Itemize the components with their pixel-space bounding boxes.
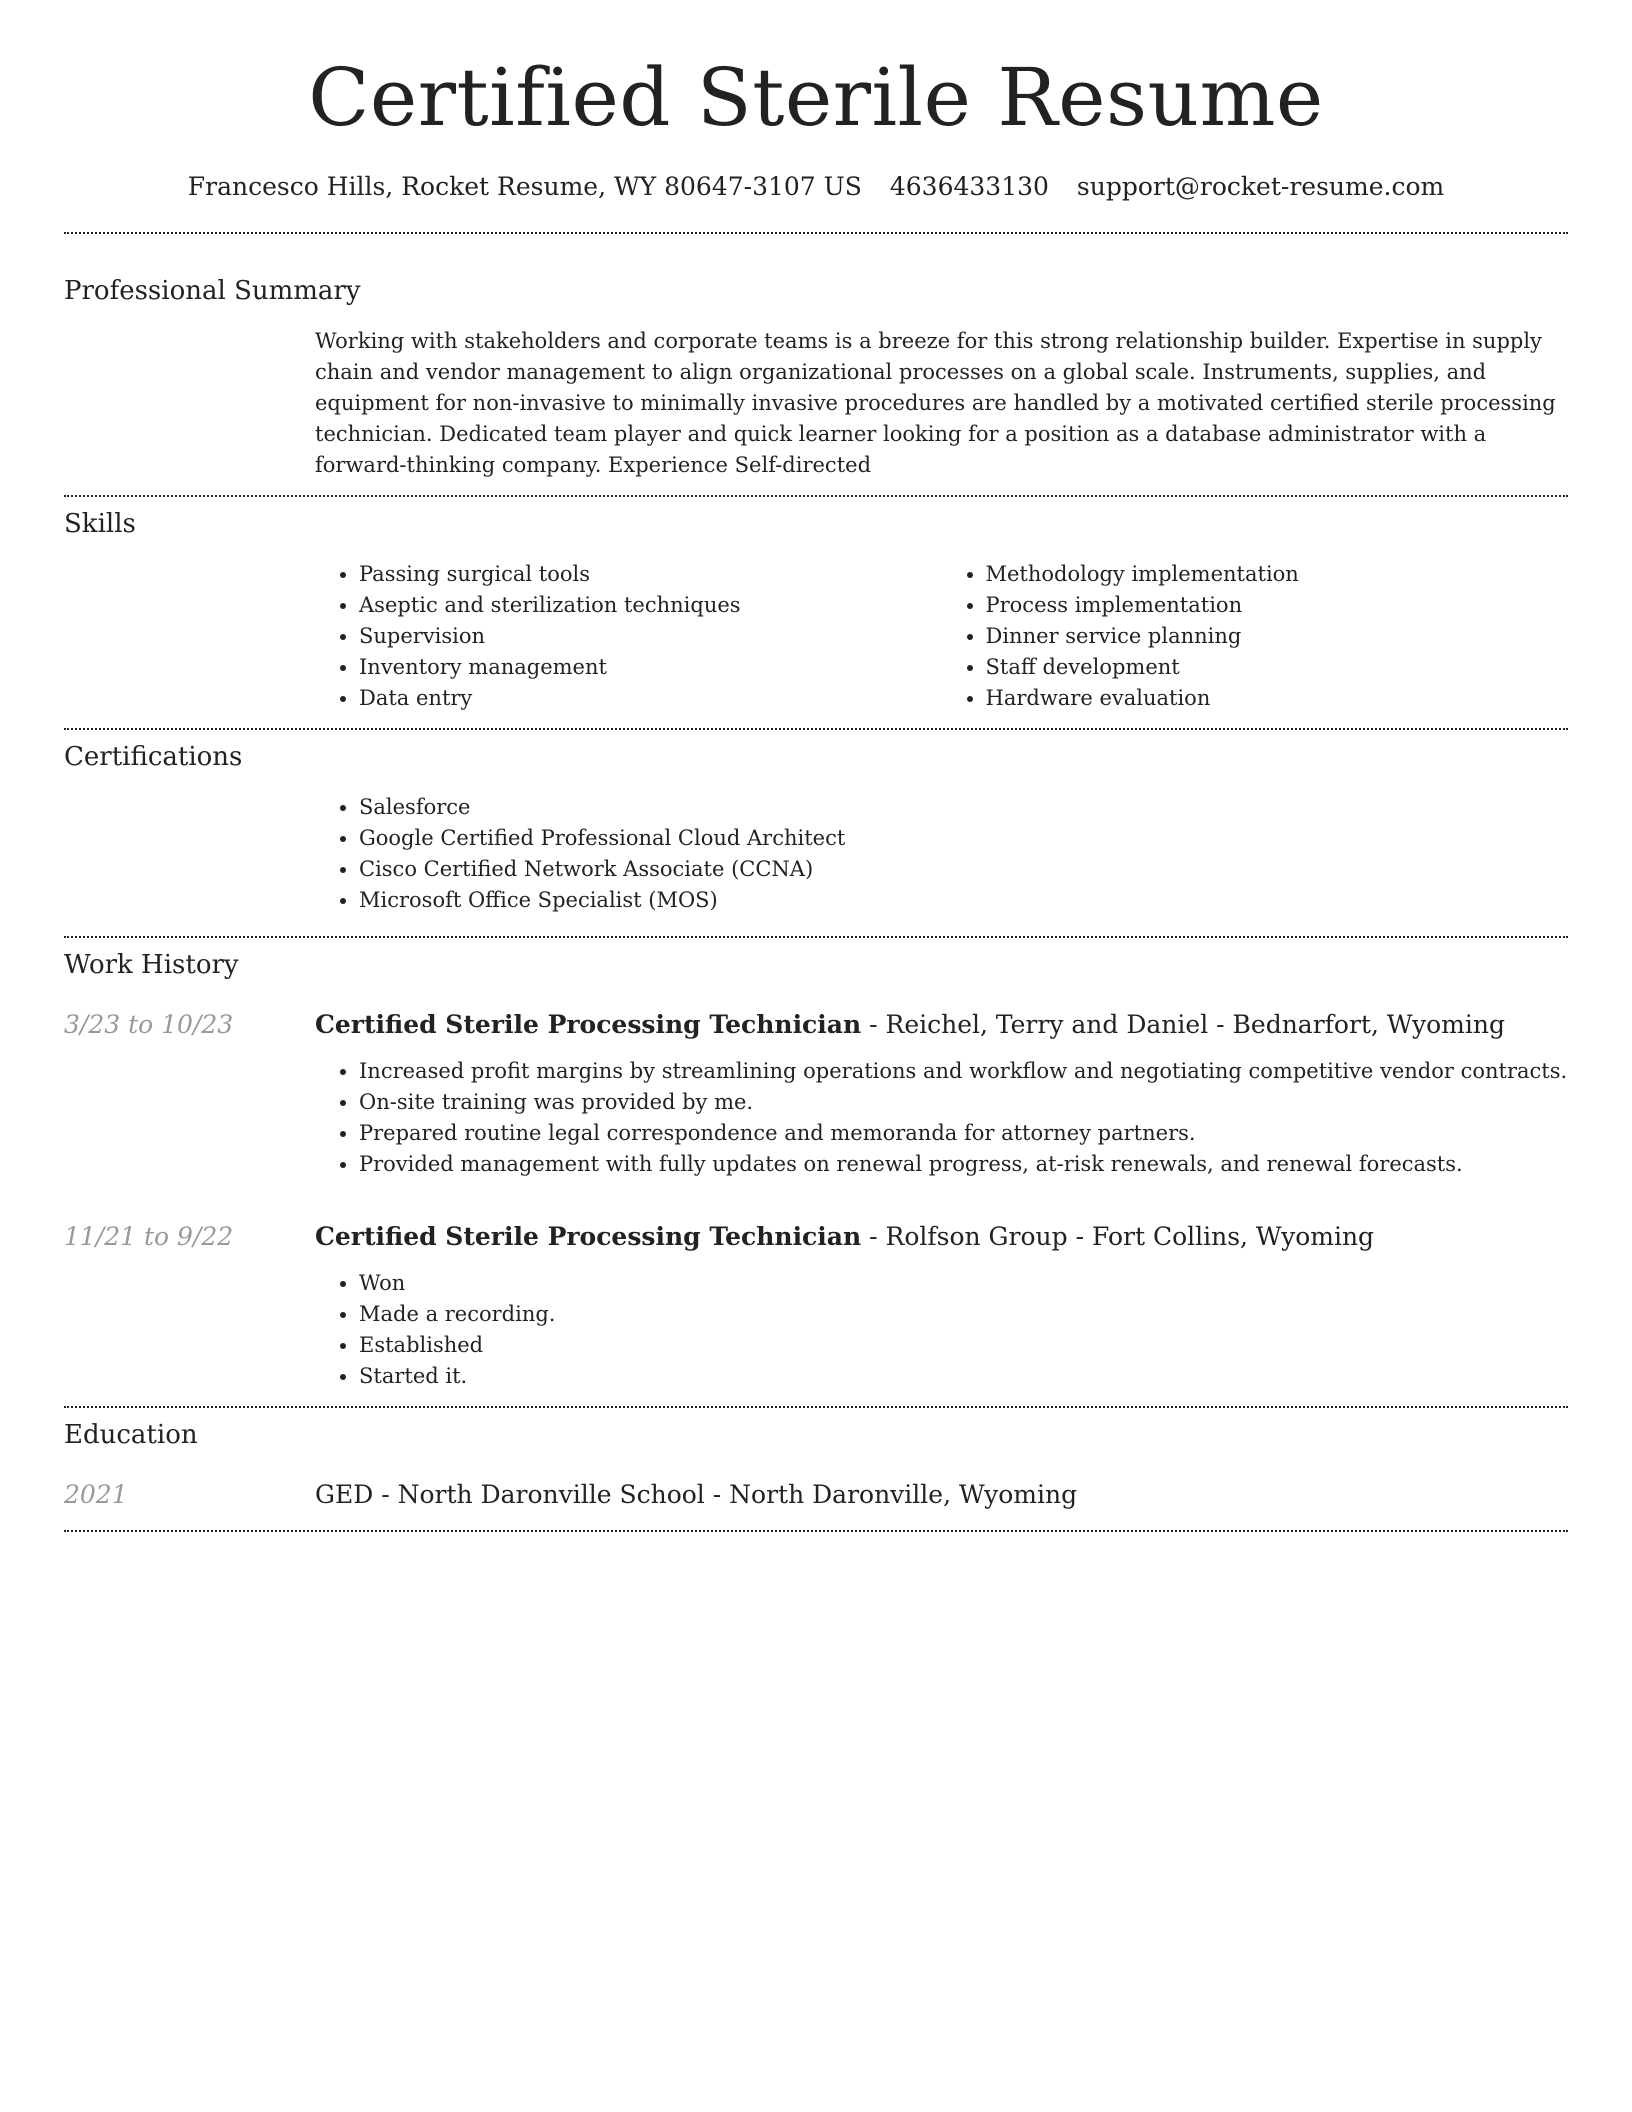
skill-item: • Staff development <box>986 652 1569 683</box>
skill-item: • Hardware evaluation <box>986 683 1569 714</box>
certification-item: • Salesforce <box>359 792 1568 823</box>
job-dates: 11/21 to 9/22 <box>64 1222 234 1251</box>
job-dates: 3/23 to 10/23 <box>64 1010 234 1039</box>
job-bullet: • Provided management with fully updates on renewal progress, at-risk renewals, and renewal forecasts. <box>359 1149 1568 1180</box>
job-bullets <box>315 1056 1568 1180</box>
job-bullet: • Increased profit margins by streamlining operations and workflow and negotiating competitive vendor contracts. <box>359 1056 1568 1087</box>
section-heading-work: Work History <box>64 950 239 980</box>
education-year: 2021 <box>64 1480 128 1509</box>
summary-section <box>64 234 1568 481</box>
job-bullet: • Prepared routine legal correspondence and memoranda for attorney partners. <box>359 1118 1568 1149</box>
skill-item: • Supervision <box>359 621 942 652</box>
job-role: Certified Sterile Processing Technician <box>315 1010 862 1039</box>
job-entry <box>64 1220 1568 1392</box>
section-heading-education: Education <box>64 1420 198 1450</box>
contact-address: Francesco Hills, Rocket Resume, WY 80647-3107 US <box>187 172 862 201</box>
skill-item: • Inventory management <box>359 652 942 683</box>
summary-text: Working with stakeholders and corporate teams is a breeze for this strong relationship builder. Expertise in supply chain and vendor management to align organizational processes on a global scale. Instruments, supplies, and equipment for non-invasive to minimally invasive procedures are handled by a motivated certified sterile processing technician. Dedicated team player and quick learner looking for a position as a database administrator with a forward-thinking company. Experience Self-directed <box>315 329 1556 477</box>
skills-section <box>64 497 1568 714</box>
section-heading-certifications: Certifications <box>64 742 243 772</box>
skill-item: • Aseptic and sterilization techniques <box>359 590 942 621</box>
education-entry <box>64 1478 1568 1512</box>
skill-item: • Passing surgical tools <box>359 559 942 590</box>
section-heading-summary: Professional Summary <box>64 276 361 306</box>
education-section <box>64 1408 1568 1512</box>
job-bullet: • Made a recording. <box>359 1299 1568 1330</box>
certifications-list <box>315 792 1568 916</box>
skills-list-left <box>315 559 942 714</box>
job-role: Certified Sterile Processing Technician <box>315 1222 862 1251</box>
job-details: - Rolfson Group - Fort Collins, Wyoming <box>861 1222 1375 1251</box>
section-heading-skills: Skills <box>64 509 136 539</box>
contact-line <box>64 172 1568 208</box>
skills-list-right <box>942 559 1569 714</box>
contact-email: support@rocket-resume.com <box>1076 172 1445 201</box>
job-heading <box>315 1220 1374 1254</box>
work-history-section <box>64 938 1568 1392</box>
certification-item: • Google Certified Professional Cloud Architect <box>359 823 1568 854</box>
certification-item: • Microsoft Office Specialist (MOS) <box>359 885 1568 916</box>
job-heading <box>315 1008 1505 1042</box>
skill-item: • Methodology implementation <box>986 559 1569 590</box>
resume-title: Certified Sterile Resume <box>308 51 1324 144</box>
job-bullet: • Started it. <box>359 1361 1568 1392</box>
contact-phone: 4636433130 <box>889 172 1049 201</box>
job-bullet: • Established <box>359 1330 1568 1361</box>
skill-item: • Data entry <box>359 683 942 714</box>
job-entry <box>64 1008 1568 1180</box>
job-bullet: • Won <box>359 1268 1568 1299</box>
job-bullet: • On-site training was provided by me. <box>359 1087 1568 1118</box>
education-details: GED - North Daronville School - North Daronville, Wyoming <box>315 1480 1078 1509</box>
skill-item: • Dinner service planning <box>986 621 1569 652</box>
certifications-section <box>64 730 1568 916</box>
job-details: - Reichel, Terry and Daniel - Bednarfort, Wyoming <box>861 1010 1505 1039</box>
divider <box>64 1530 1568 1532</box>
job-bullets <box>315 1268 1568 1392</box>
certification-item: • Cisco Certified Network Associate (CCNA) <box>359 854 1568 885</box>
skill-item: • Process implementation <box>986 590 1569 621</box>
